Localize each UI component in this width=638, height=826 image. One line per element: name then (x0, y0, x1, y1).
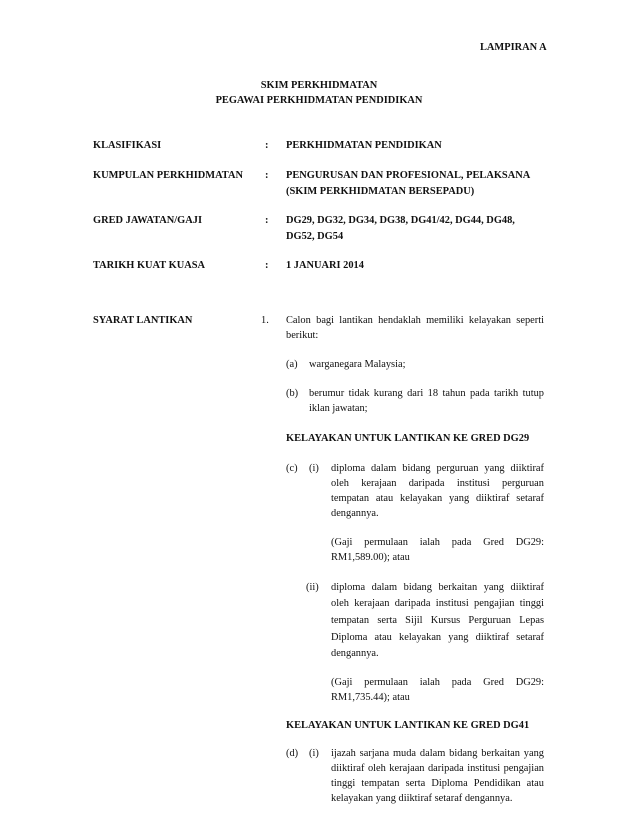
kumpulan-value-line-1: PENGURUSAN DAN PROFESIONAL, PELAKSANA (286, 170, 531, 181)
gred-label: GRED JAWATAN/GAJI (93, 215, 203, 226)
gred-colon: : (265, 215, 269, 226)
title-line-2: PEGAWAI PERKHIDMATAN PENDIDIKAN (215, 95, 423, 106)
syarat-number: 1. (261, 315, 269, 326)
item-c-i-line-3: tempatan atau kelayakan yang diiktiraf setaraf (331, 493, 544, 504)
gred-value-line-1: DG29, DG32, DG34, DG38, DG41/42, DG44, DG48, (286, 215, 515, 226)
item-d-i-marker: (i) (309, 748, 319, 759)
item-c-i-line-1: diploma dalam bidang perguruan yang diiktiraf (331, 463, 544, 474)
heading-dg41: KELAYAKAN UNTUK LANTIKAN KE GRED DG41 (286, 720, 530, 731)
annex-label: LAMPIRAN A (480, 42, 547, 53)
item-c-i-gaji-line-2: RM1,589.00); atau (331, 552, 410, 563)
item-c-i-line-2: oleh kerajaan daripada institusi perguruan (331, 478, 544, 489)
item-c-ii-gaji-line-2: RM1,735.44); atau (331, 692, 410, 703)
item-b-line-1: berumur tidak kurang dari 18 tahun pada tarikh tutup (309, 388, 544, 399)
syarat-intro-line-2: berikut: (286, 330, 319, 341)
item-d-i-line-4: kelayakan yang diiktiraf setaraf dengannya. (331, 793, 513, 804)
item-a-text: warganegara Malaysia; (309, 359, 406, 370)
item-c-ii-line-5: dengannya. (331, 648, 379, 659)
item-c-ii-line-1: diploma dalam bidang berkaitan yang diiktiraf (331, 582, 544, 593)
klasifikasi-label: KLASIFIKASI (93, 140, 162, 151)
item-a-marker: (a) (286, 359, 298, 370)
item-c-ii-marker: (ii) (306, 582, 319, 593)
tarikh-colon: : (265, 260, 269, 271)
klasifikasi-value: PERKHIDMATAN PENDIDIKAN (286, 140, 442, 151)
item-d-i-line-1: ijazah sarjana muda dalam bidang berkaitan yang (331, 748, 544, 759)
item-c-ii-line-4: Diploma atau kelayakan yang diiktiraf setaraf (331, 632, 544, 643)
tarikh-label: TARIKH KUAT KUASA (93, 260, 206, 271)
item-d-marker: (d) (286, 748, 299, 759)
item-b-marker: (b) (286, 388, 299, 399)
syarat-label: SYARAT LANTIKAN (93, 315, 193, 326)
kumpulan-colon: : (265, 170, 269, 181)
tarikh-value: 1 JANUARI 2014 (286, 260, 364, 271)
kumpulan-value-line-2: (SKIM PERKHIDMATAN BERSEPADU) (286, 186, 475, 197)
item-b-line-2: iklan jawatan; (309, 403, 368, 414)
title-line-1: SKIM PERKHIDMATAN (260, 80, 378, 91)
item-c-ii-line-3: tempatan serta Sijil Kursus Perguruan Lepas (331, 615, 544, 626)
item-c-ii-line-2: oleh kerajaan daripada institusi pengajian tinggi (331, 598, 544, 609)
gred-value-line-2: DG52, DG54 (286, 231, 344, 242)
item-d-i-line-2: diiktiraf oleh kerajaan daripada institusi pengajian (331, 763, 544, 774)
item-c-i-marker: (i) (309, 463, 319, 474)
item-c-i-line-4: dengannya. (331, 508, 379, 519)
kumpulan-label: KUMPULAN PERKHIDMATAN (93, 170, 243, 181)
item-c-ii-gaji-line-1: (Gaji permulaan ialah pada Gred DG29: (331, 677, 544, 688)
item-c-i-gaji-line-1: (Gaji permulaan ialah pada Gred DG29: (331, 537, 544, 548)
item-c-marker: (c) (286, 463, 298, 474)
item-d-i-line-3: tinggi tempatan serta Diploma Pendidikan atau (331, 778, 544, 789)
heading-dg29: KELAYAKAN UNTUK LANTIKAN KE GRED DG29 (286, 433, 530, 444)
syarat-intro-line-1: Calon bagi lantikan hendaklah memiliki kelayakan seperti (286, 315, 544, 326)
klasifikasi-colon: : (265, 140, 269, 151)
